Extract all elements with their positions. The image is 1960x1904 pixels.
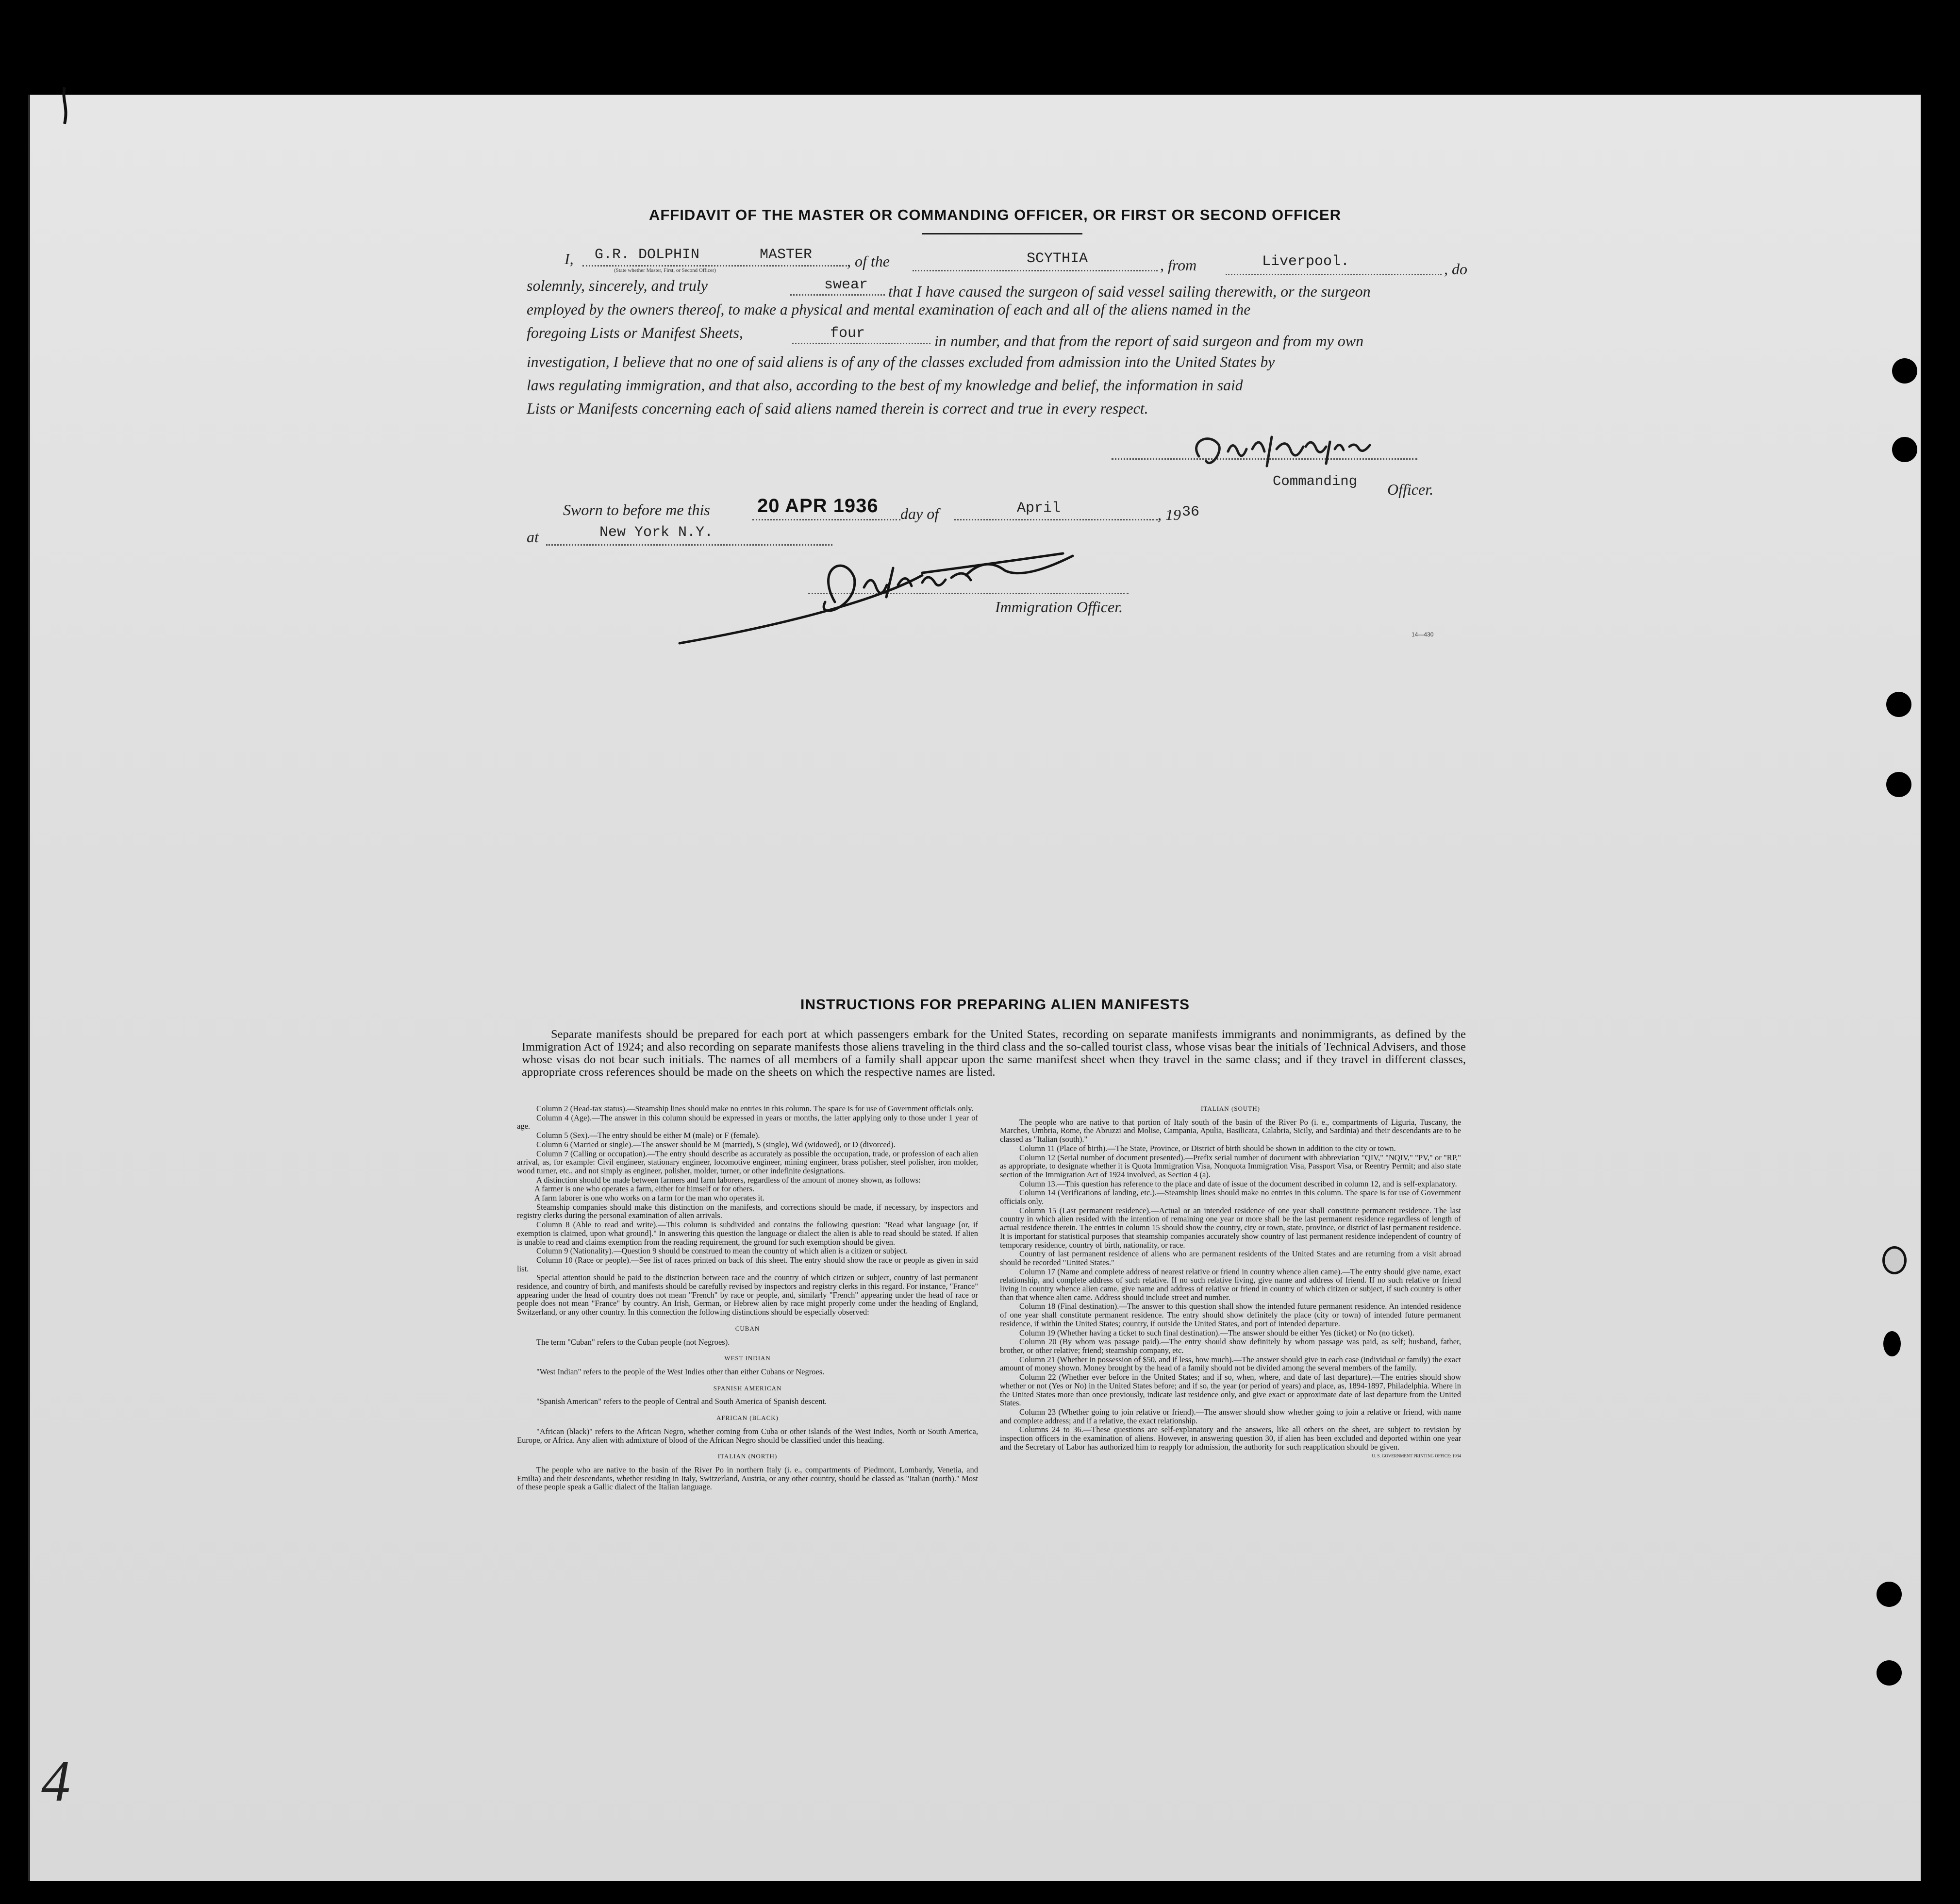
- affidavit-line-2: that I have caused the surgeon of said vessel sailing therewith, or the surgeon: [888, 283, 1371, 300]
- port-line: [1226, 273, 1442, 275]
- left-para-8: A farm laborer is one who works on a farm for the man who operates it.: [534, 1193, 764, 1203]
- right-para-15: Columns 24 to 36.—These questions are self-explanatory and the answers, like all others on the sheet, are subject to revision by inspection officers in the examination of aliens. However, in answering question 30, if alien has been excluded and deported within one year and the Secretary of Labor has authorized him to reapply for admission, the authority for such reapplication should be given.: [1000, 1425, 1461, 1452]
- west-indian-text: "West Indian" refers to the people of the West Indies other than either Cubans or Negroes.: [536, 1367, 825, 1376]
- punch-hole-5: [1882, 1246, 1907, 1274]
- title-underline: [922, 233, 1082, 234]
- margin-mark-hook: [56, 85, 75, 129]
- right-para-3: Column 12 (Serial number of document presented).—Prefix serial number of document with abbreviation "QIV," "NQIV," "PV," or "RP," as appropriate, to designate whether it is Quota Immigration Visa, Nonquota Immigration Visa, Passport Visa, or Reentry Permit; and also state section of the Immigration Act of 1924 involved, as Section 4 (a).: [1000, 1152, 1461, 1179]
- affidavit-line-3: employed by the owners thereof, to make a physical and mental examination of each and all of the aliens named in the: [527, 301, 1251, 318]
- from-label: , from: [1160, 256, 1197, 274]
- punch-hole-7: [1877, 1582, 1902, 1607]
- sworn-place-line: [546, 544, 832, 546]
- affidavit-line-4-end: in number, and that from the report of said surgeon and from my own: [934, 332, 1364, 350]
- punch-hole-4: [1886, 772, 1911, 797]
- day-of-label: day of: [900, 505, 939, 522]
- right-para-11: Column 20 (By whom was passage paid).—The entry should show definitely by whom passage was paid, as self; husband, father, brother, or other relative; friend; steamship company, etc.: [1000, 1337, 1461, 1355]
- left-para-7: A farmer is one who operates a farm, either for himself or for others.: [534, 1184, 755, 1194]
- affidavit-title: AFFIDAVIT OF THE MASTER OR COMMANDING OFFICER, OR FIRST OR SECOND OFFICER: [648, 206, 1342, 223]
- left-para-2: Column 4 (Age).—The answer in this column should be expressed in years or months, the latter applying only to those under 1 year of age.: [517, 1113, 978, 1131]
- spanish-american-text: "Spanish American" refers to the people of Central and South America of Spanish descent.: [536, 1397, 827, 1406]
- right-para-5: Column 14 (Verifications of landing, etc.).—Steamship lines should make no entries in this column. The space is for use of Government officials only.: [1000, 1188, 1461, 1206]
- sworn-day-line: [752, 518, 900, 520]
- heading-african: AFRICAN (BLACK): [716, 1414, 779, 1422]
- i-label: I,: [565, 250, 574, 267]
- heading-cuban: CUBAN: [735, 1324, 760, 1332]
- instructions-right-column: [1000, 1104, 1461, 1461]
- of-the-label: , of the: [847, 252, 890, 270]
- oath-word: swear: [824, 277, 868, 293]
- punch-hole-3: [1886, 692, 1911, 717]
- printer-note: U. S. GOVERNMENT PRINTING OFFICE: 1934: [1372, 1453, 1461, 1459]
- officer-line: [582, 265, 847, 267]
- master-signature: [1184, 422, 1408, 481]
- rank-note: (State whether Master, First, or Second Officer): [614, 267, 716, 273]
- port-name: Liverpool.: [1262, 253, 1350, 270]
- margin-page-number: 4: [41, 1749, 70, 1813]
- affidavit-line-7: Lists or Manifests concerning each of said aliens named therein is correct and true in every respect.: [527, 400, 1148, 417]
- heading-west-indian: WEST INDIAN: [724, 1354, 771, 1362]
- sworn-month-line: [954, 518, 1158, 520]
- sheet-count-line: [792, 342, 930, 344]
- left-para-1: Column 2 (Head-tax status).—Steamship lines should make no entries in this column. The space is for use of Government officials only.: [536, 1104, 974, 1113]
- punch-hole-2: [1892, 437, 1917, 462]
- left-para-12: Column 10 (Race or people).—See list of races printed on back of this sheet. The entry should show the race or people as given in said list.: [517, 1255, 978, 1273]
- left-para-6: A distinction should be made between farmers and farm laborers, regardless of the amount of money shown, as follows:: [536, 1175, 921, 1185]
- year-suffix: 36: [1182, 504, 1200, 520]
- heading-italian-south: ITALIAN (SOUTH): [1201, 1105, 1260, 1112]
- right-para-8: Column 17 (Name and complete address of nearest relative or friend in country whence alien came).—The entry should give name, exact relationship, and complete address of such relative. If no such relative living, give name and address of friend. If no such relative or friend living in country whence alien came, give name and address of relative or friend in country of which citizen or subject, if such country is other than that whence alien came. Address should include street and number.: [1000, 1267, 1461, 1302]
- solemnly-label: solemnly, sincerely, and truly: [527, 277, 708, 294]
- left-para-11: Column 9 (Nationality).—Question 9 should be construed to mean the country of which alien is a citizen or subject.: [536, 1246, 908, 1256]
- heading-italian-north: ITALIAN (NORTH): [717, 1453, 778, 1460]
- italian-north-text: The people who are native to the basin of the River Po in northern Italy (i. e., compartments of Piedmont, Lombardy, Venetia, and Emilia) and their descendants, whether residing in Italy, Switzerland, Austria, or any other country, should be classed as "Italian (north)." Most of these people speak a Gallic dialect of the Italian language.: [517, 1465, 978, 1492]
- right-para-4: Column 13.—This question has reference to the place and date of issue of the document described in column 12, and is self-explanatory.: [1019, 1179, 1457, 1188]
- punch-hole-6: [1883, 1331, 1901, 1356]
- officer-rank: MASTER: [760, 247, 813, 263]
- oath-line: [790, 294, 885, 296]
- affidavit-line-6: laws regulating immigration, and that also, according to the best of my knowledge and belief, the information in said: [527, 377, 1243, 394]
- heading-spanish-american: SPANISH AMERICAN: [713, 1384, 782, 1392]
- left-para-13: Special attention should be paid to the distinction between race and the country of which citizen or subject, country of last permanent residence, and country of birth, and manifests should be carefully revised by inspectors and registry clerks in this regard. For instance, "France" appearing under the head of country does not mean "French" by race or people, and, similarly "French" appearing under the head of race or people does not mean "France" by country. An Irish, German, or Hebrew alien by race might properly come under the heading of England, Switzerland, or any other country. In this connection the following distinctions should be especially observed:: [517, 1273, 978, 1317]
- sworn-month: April: [1017, 500, 1061, 517]
- sworn-date-stamp: 20 APR 1936: [757, 495, 879, 517]
- do-label: , do: [1444, 260, 1467, 278]
- form-number: 14—430: [1412, 631, 1434, 638]
- right-para-12: Column 21 (Whether in possession of $50, and if less, how much).—The answer should give in each case (individual or family) the exact amount of money shown. Money brought by the head of a family should not be divided among the several members of the family.: [1000, 1354, 1461, 1373]
- vessel-name: SCYTHIA: [1027, 251, 1088, 267]
- vessel-line: [913, 269, 1158, 271]
- instructions-intro: Separate manifests should be prepared for each port at which passengers embark for the United States, recording on separate manifests immigrants and nonimmigrants, as defined by the Immigration Act of 1924; and also recording on separate manifests those aliens traveling in the third class and the so-called tourist class, whose visas bear the initials of Technical Advisers, and those whose visas do not bear such initials. The names of all members of a family shall appear upon the same manifest sheet when they travel in the same class; and if they travel in different classes, appropriate cross references should be made on the sheets on which the respective names are listed.: [522, 1028, 1466, 1079]
- at-label: at: [527, 528, 539, 546]
- immigration-officer-label: Immigration Officer.: [995, 598, 1123, 616]
- sheet-count: four: [830, 325, 865, 342]
- right-para-14: Column 23 (Whether going to join relative or friend).—The answer should show whether going to join a relative or friend, with name and complete address; and if a relative, the exact relationship.: [1000, 1407, 1461, 1425]
- punch-hole-1: [1892, 358, 1917, 384]
- affidavit-line-4-start: foregoing Lists or Manifest Sheets,: [527, 324, 743, 341]
- right-para-6: Column 15 (Last permanent residence).—Actual or an intended residence of one year shall constitute permanent residence. The last country in which alien resided with the intention of remaining one year or more shall be the last permanent residence regardless of length of actual residence therein. The entries in column 15 should show the country, city or town, state, province, or district of last permanent residence. It is important for statistical purposes that steamship companies accurately show country of last permanent residence independent of country of temporary residence, country of birth, nationality, or race.: [1000, 1205, 1461, 1250]
- african-text: "African (black)" refers to the African Negro, whether coming from Cuba or other islands of the West Indies, North or South America, Europe, or Africa. Any alien with admixture of blood of the African Negro should be classified under this heading.: [517, 1426, 978, 1445]
- left-para-4: Column 6 (Married or single).—The answer should be M (married), S (single), Wd (widowed), or D (divorced).: [536, 1139, 896, 1149]
- left-para-9: Steamship companies should make this distinction on the manifests, and corrections should be made, if necessary, by inspectors and registry clerks during the personal examination of alien arrivals.: [517, 1202, 978, 1220]
- instructions-title: INSTRUCTIONS FOR PREPARING ALIEN MANIFESTS: [800, 997, 1190, 1013]
- cuban-text: The term "Cuban" refers to the Cuban people (not Negroes).: [536, 1337, 730, 1347]
- right-para-10: Column 19 (Whether having a ticket to such final destination).—The answer should be either Yes (ticket) or No (no ticket).: [1019, 1328, 1414, 1337]
- right-para-7: Country of last permanent residence of aliens who are permanent residents of the United States and are returning from a visit abroad should be recorded "United States.": [1000, 1249, 1461, 1267]
- sworn-label: Sworn to before me this: [563, 501, 710, 518]
- right-para-9: Column 18 (Final destination).—The answer to this question shall show the intended future permanent residence. An intended residence of one year shall constitute permanent residence. The entry should show definitely the place (city or town) of intended future permanent residence, if within the United States; country, if outside the United States, and port of intended departure.: [1000, 1302, 1461, 1328]
- left-para-10: Column 8 (Able to read and write).—This column is subdivided and contains the following question: "Read what language [or, if exemption is claimed, upon what ground]." In answering this question the language or dialect the alien is able to read should be stated. If alien is unable to read and claims exemption from the reading requirement, the ground for such exemption should be given.: [517, 1220, 978, 1247]
- right-para-13: Column 22 (Whether ever before in the United States; and if so, when, where, and date of last departure).—The entries should show whether or not (Yes or No) in the United States before; and if so, the year (or period of years) and place, as, 1894-1897, Philadelphia. Where in the United States more than once previously, indicate last residence only, and give exact or approximate date of last departure from the United States.: [1000, 1372, 1461, 1408]
- left-para-3: Column 5 (Sex).—The entry should be either M (male) or F (female).: [536, 1131, 760, 1140]
- right-para-2: Column 11 (Place of birth).—The State, Province, or District of birth should be shown in addition to the city or town.: [1019, 1143, 1396, 1153]
- affidavit-line-5: investigation, I believe that no one of said aliens is of any of the classes excluded from admission into the United States by: [527, 353, 1275, 370]
- commanding-word: Commanding: [1273, 473, 1358, 489]
- officer-name: G.R. DOLPHIN: [595, 247, 700, 263]
- right-para-1: The people who are native to that portion of Italy south of the basin of the River Po (i. e., compartments of Liguria, Tuscany, the Marches, Umbria, Rome, the Abruzzi and Molise, Campania, Apulia, Basilicata, Calabria, Sicily, and Sardinia) and their descendants are to be classed as "Italian (south).": [1000, 1117, 1461, 1144]
- instructions-left-column: [517, 1104, 978, 1492]
- year-prefix: , 19: [1158, 506, 1181, 523]
- punch-hole-8: [1877, 1660, 1902, 1686]
- sworn-place: New York N.Y.: [599, 524, 714, 541]
- officer-label: Officer.: [1387, 481, 1434, 498]
- left-para-5: Column 7 (Calling or occupation).—The entry should describe as accurately as possible the occupation, trade, or profession of each alien arrival, as, for example: Civil engineer, stationary engineer, locomotive engineer, mining engineer, brass polisher, steel polisher, iron molder, wood turner, etc., and not simply as engineer, polisher, molder, turner, or other indefinite designations.: [517, 1149, 978, 1175]
